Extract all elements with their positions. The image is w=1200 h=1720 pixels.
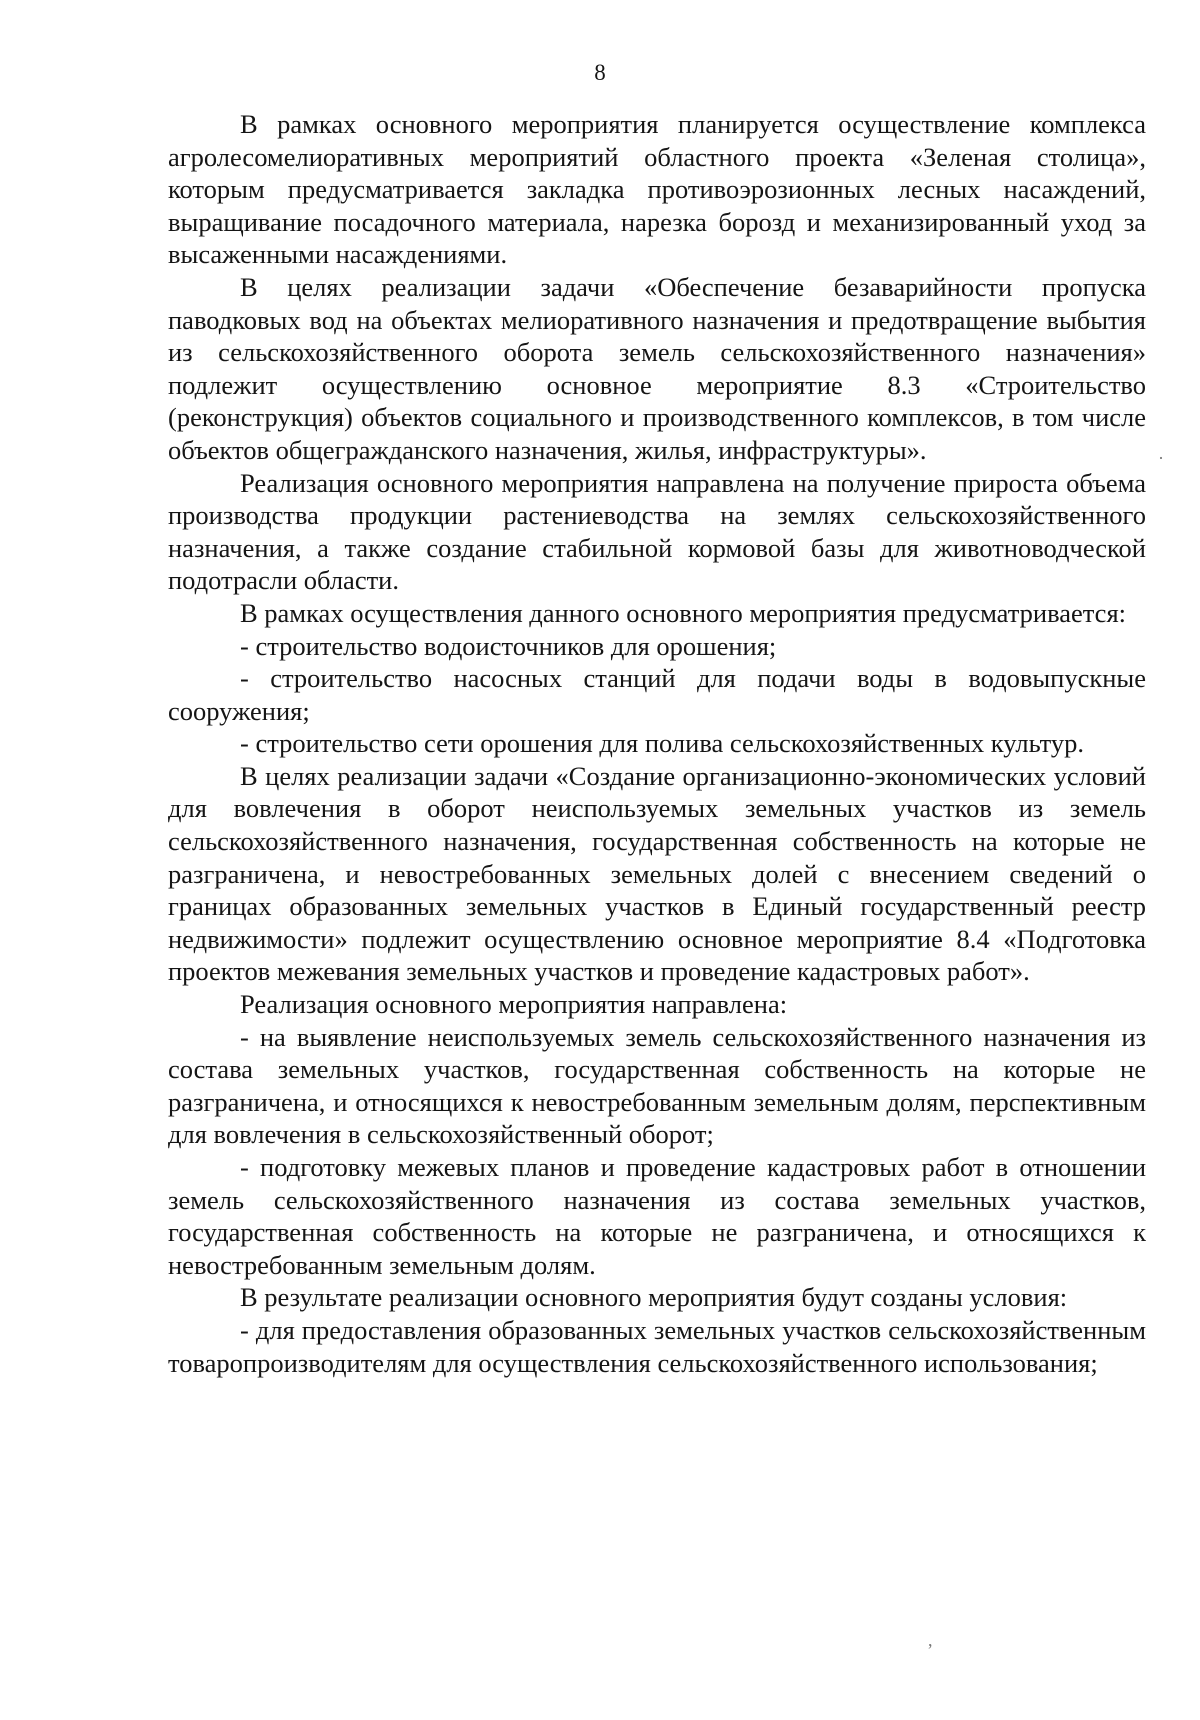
document-body <box>168 108 1146 1379</box>
paragraph-measure-directed: Реализация основного мероприятия направлена: <box>240 989 788 1020</box>
paragraph-agroforestry: В рамках основного мероприятия планируется осуществление комплекса агролесомелиоративных мероприятий областного проекта «Зеленая столица», которым предусматривается закладка противоэрозионных лесных насаждений, выращивание посадочного материала, нарезка борозд и механизированный уход за высаженными насаждениями. <box>168 109 1146 270</box>
scan-speck: , <box>928 1630 933 1650</box>
list-item-land-provision: - для предоставления образованных земельных участков сельскохозяйственным товаропроизводителям для осуществления сельскохозяйственного использования; <box>168 1314 1146 1378</box>
paragraph-result-conditions: В результате реализации основного мероприятия будут созданы условия: <box>240 1282 1068 1313</box>
page-number: 8 <box>594 60 606 85</box>
list-item-identify-unused-land: - на выявление неиспользуемых земель сельскохозяйственного назначения из состава земельных участков, государственная собственность на которые не разграничена, и относящихся к невостребованным земельным долям, перспективным для вовлечения в сельскохозяйственный оборот; <box>168 1021 1146 1150</box>
paragraph-provisions-intro: В рамках осуществления данного основного мероприятия предусматривается: <box>240 597 1126 628</box>
scan-speck: · <box>1158 448 1164 468</box>
list-item-water-sources: - строительство водоисточников для орошения; <box>240 630 777 661</box>
list-item-boundary-plans: - подготовку межевых планов и проведение кадастровых работ в отношении земель сельскохозяйственного назначения из состава земельных участков, государственная собственность на которые не разграничена, и относящихся к невостребованным земельным долям. <box>168 1152 1146 1280</box>
paragraph-land-turnover-task: В целях реализации задачи «Создание организационно-экономических условий для вовлечения в оборот неиспользуемых земельных участков из земель сельскохозяйственного назначения, государственная собственность на которые не разграничена, и невостребованных земельных долей с внесением сведений о границах образованных земельных участков в Единый государственный реестр недвижимости» подлежит осуществлению основное мероприятие 8.4 «Подготовка проектов межевания земельных участков и проведение кадастровых работ». <box>168 760 1146 987</box>
list-item-irrigation-network: - строительство сети орошения для полива сельскохозяйственных культур. <box>240 728 1085 759</box>
paragraph-crop-growth: Реализация основного мероприятия направлена на получение прироста объема производства продукции растениеводства на землях сельскохозяйственного назначения, а также создание стабильной кормовой базы для животноводческой подотрасли области. <box>168 467 1146 596</box>
list-item-pump-stations: - строительство насосных станций для подачи воды в водовыпускные сооружения; <box>168 663 1146 726</box>
paragraph-flood-task: В целях реализации задачи «Обеспечение безаварийности пропуска паводковых вод на объектах мелиоративного назначения и предотвращение выбытия из сельскохозяйственного оборота земель сельскохозяйственного назначения» подлежит осуществлению основное мероприятие 8.3 «Строительство (реконструкция) объектов социального и производственного комплексов, в том числе объектов общегражданского назначения, жилья, инфраструктуры». <box>168 271 1146 465</box>
